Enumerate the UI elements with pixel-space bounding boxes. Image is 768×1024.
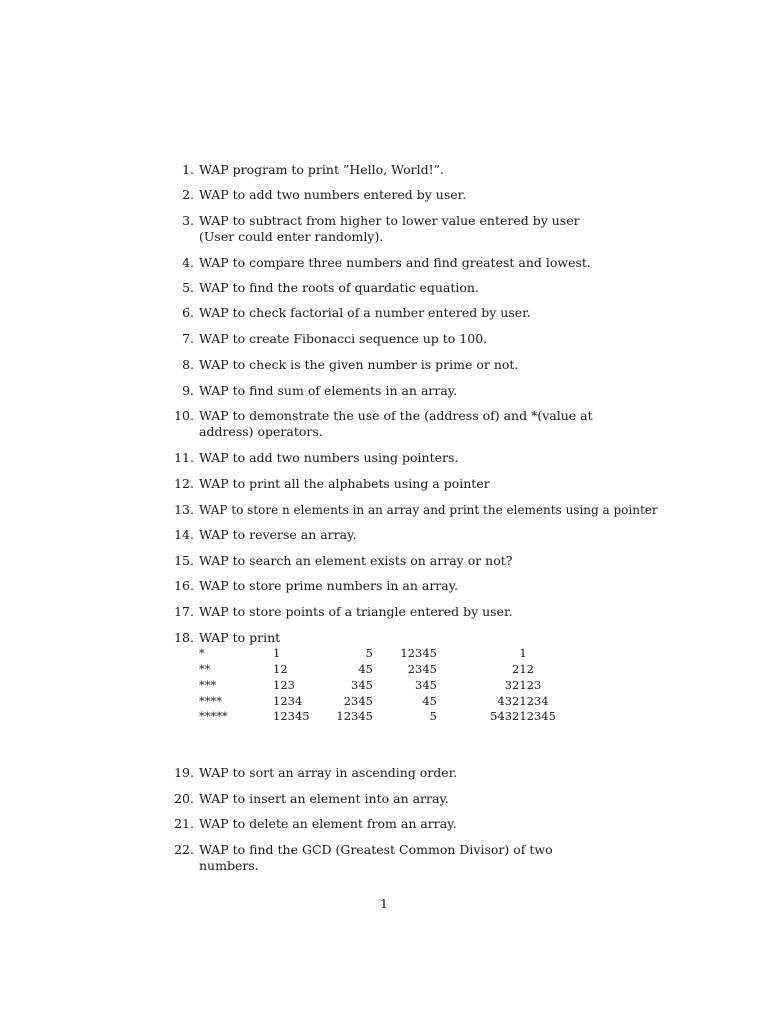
pattern-cell: 543212345 <box>490 709 556 723</box>
item-text: WAP to compare three numbers and find greatest and lowest. <box>199 255 591 270</box>
item-number: 21. <box>174 816 194 831</box>
item-number: 10. <box>174 408 194 423</box>
item-text: WAP to store prime numbers in an array. <box>199 578 459 593</box>
page-number: 1 <box>380 896 388 911</box>
pattern-cell: 2345 <box>343 694 373 708</box>
pattern-cell: *** <box>199 678 217 692</box>
pattern-cell: 1234 <box>273 694 303 708</box>
pattern-cell: 32123 <box>504 678 542 692</box>
pattern-row <box>199 645 599 661</box>
pattern-cell: 12 <box>273 662 288 676</box>
pattern-cell: 5 <box>365 646 373 660</box>
pattern-cell: 45 <box>422 694 437 708</box>
pattern-cell: ***** <box>199 709 228 723</box>
item-text: WAP to search an element exists on array or not? <box>199 553 513 568</box>
pattern-row <box>199 708 599 724</box>
item-text: WAP to sort an array in ascending order. <box>199 765 458 780</box>
item-number: 15. <box>174 553 194 568</box>
pattern-cell: 212 <box>512 662 534 676</box>
item-text: WAP to create Fibonacci sequence up to 100. <box>199 331 488 346</box>
item-text: WAP to add two numbers using pointers. <box>199 450 459 465</box>
item-number: 16. <box>174 578 194 593</box>
item-number: 22. <box>174 842 194 857</box>
item-text: WAP to store points of a triangle entered by user. <box>199 604 513 619</box>
item-text: WAP to find sum of elements in an array. <box>199 383 458 398</box>
item-text: WAP to check factorial of a number entered by user. <box>199 305 531 320</box>
pattern-cell: * <box>199 646 205 660</box>
item-number: 8. <box>182 357 194 372</box>
item-number: 12. <box>174 476 194 491</box>
item-text: WAP program to print ”Hello, World!”. <box>199 162 444 177</box>
item-number: 18. <box>174 630 194 645</box>
item-text: WAP to reverse an array. <box>199 527 357 542</box>
item-text: WAP to store n elements in an array and print the elements using a pointer <box>199 503 658 517</box>
pattern-row <box>199 677 599 693</box>
item-number: 7. <box>182 331 194 346</box>
pattern-cell: 45 <box>358 662 373 676</box>
item-number: 3. <box>182 213 194 228</box>
item-number: 17. <box>174 604 194 619</box>
item-number: 14. <box>174 527 194 542</box>
item-text: WAP to print <box>199 630 281 645</box>
pattern-cell: 12345 <box>336 709 373 723</box>
item-text: WAP to find the GCD (Greatest Common Divisor) of two numbers. <box>199 842 553 873</box>
pattern-row <box>199 661 599 677</box>
item-number: 6. <box>182 305 194 320</box>
item-text: WAP to add two numbers entered by user. <box>199 187 467 202</box>
pattern-cell: 1 <box>519 646 527 660</box>
pattern-cell: 12345 <box>273 709 310 723</box>
item-text: WAP to delete an element from an array. <box>199 816 457 831</box>
item-number: 9. <box>182 383 194 398</box>
item-number: 4. <box>182 255 194 270</box>
item-text: WAP to insert an element into an array. <box>199 791 449 806</box>
pattern-cell: 1 <box>273 646 281 660</box>
pattern-cell: 12345 <box>400 646 437 660</box>
pattern-row <box>199 693 599 709</box>
item-text: WAP to print all the alphabets using a pointer <box>199 476 490 491</box>
item-number: 5. <box>182 280 194 295</box>
pattern-cell: 2345 <box>407 662 437 676</box>
pattern-cell: **** <box>199 694 222 708</box>
item-number: 11. <box>174 450 194 465</box>
pattern-cell: ** <box>199 662 211 676</box>
item-number: 1. <box>182 162 194 177</box>
item-text: WAP to demonstrate the use of the (address of) and *(value at address) operators. <box>199 408 593 439</box>
pattern-cell: 345 <box>415 678 437 692</box>
item-number: 13. <box>174 502 194 517</box>
pattern-cell: 345 <box>351 678 373 692</box>
item-text: WAP to subtract from higher to lower value entered by user (User could enter randomly). <box>199 213 580 244</box>
item-text: WAP to find the roots of quardatic equation. <box>199 280 479 295</box>
pattern-cell: 123 <box>273 678 295 692</box>
item-number: 20. <box>174 791 194 806</box>
item-number: 2. <box>182 187 194 202</box>
item-number: 19. <box>174 765 194 780</box>
item-text: WAP to check is the given number is prime or not. <box>199 357 519 372</box>
pattern-cell: 5 <box>429 709 437 723</box>
pattern-cell: 4321234 <box>497 694 549 708</box>
